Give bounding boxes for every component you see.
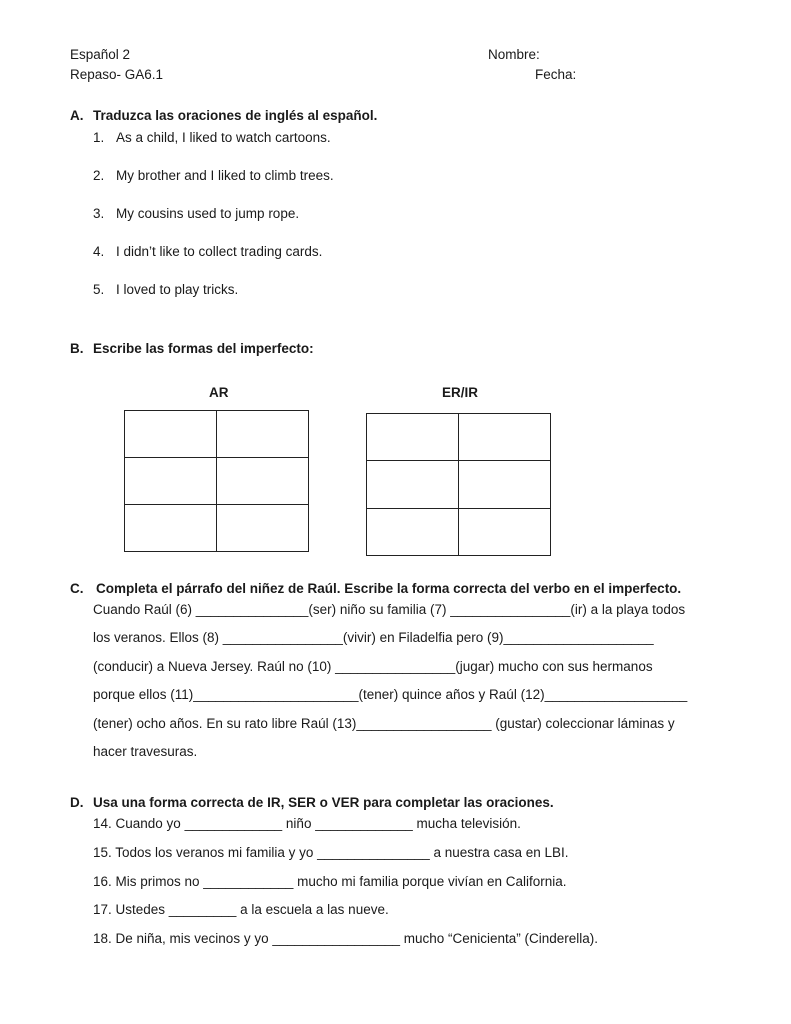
ar-conjugation-grid bbox=[124, 410, 309, 552]
section-c-title: Completa el párrafo del niñez de Raúl. Escribe la forma correcta del verbo en el imperfecto. bbox=[96, 581, 682, 596]
section-a-item-num: 5. bbox=[93, 282, 105, 297]
grid-cell[interactable] bbox=[125, 458, 217, 505]
section-d-item: 17. Ustedes _________ a la escuela a las nueve. bbox=[93, 902, 389, 917]
erir-label: ER/IR bbox=[442, 385, 479, 400]
section-a-item-text: I loved to play tricks. bbox=[116, 282, 239, 297]
paragraph-line: los veranos. Ellos (8) ________________(vivir) en Filadelfia pero (9)____________________ bbox=[93, 630, 654, 645]
grid-cell[interactable] bbox=[217, 505, 309, 552]
date-label: Fecha: bbox=[535, 67, 577, 82]
section-a-item-text: I didn’t like to collect trading cards. bbox=[116, 244, 323, 259]
paragraph-line: porque ellos (11)______________________(tener) quince años y Raúl (12)___________________ bbox=[93, 687, 688, 702]
section-d-item: 18. De niña, mis vecinos y yo _________________ mucho “Cenicienta” (Cinderella). bbox=[93, 931, 599, 946]
section-a-item-num: 4. bbox=[93, 244, 105, 259]
review-label: Repaso- GA6.1 bbox=[70, 67, 164, 82]
grid-cell[interactable] bbox=[125, 411, 217, 458]
section-a-item-num: 1. bbox=[93, 130, 105, 145]
section-a-letter: A. bbox=[70, 108, 84, 123]
section-a-item-num: 3. bbox=[93, 206, 105, 221]
course-label: Español 2 bbox=[70, 47, 131, 62]
grid-cell[interactable] bbox=[217, 458, 309, 505]
section-b-letter: B. bbox=[70, 341, 84, 356]
section-b-title: Escribe las formas del imperfecto: bbox=[93, 341, 314, 356]
ar-label: AR bbox=[209, 385, 229, 400]
section-d-title: Usa una forma correcta de IR, SER o VER para completar las oraciones. bbox=[93, 795, 554, 810]
grid-cell[interactable] bbox=[459, 461, 551, 508]
grid-cell[interactable] bbox=[125, 505, 217, 552]
section-a-item-text: My cousins used to jump rope. bbox=[116, 206, 300, 221]
section-d-item: 14. Cuando yo _____________ niño _____________ mucha televisión. bbox=[93, 816, 521, 831]
section-c-letter: C. bbox=[70, 581, 84, 596]
paragraph-line: hacer travesuras. bbox=[93, 744, 198, 759]
paragraph-line: (tener) ocho años. En su rato libre Raúl (13)__________________ (gustar) coleccionar láminas y bbox=[93, 716, 675, 731]
name-label: Nombre: bbox=[488, 47, 540, 62]
grid-cell[interactable] bbox=[367, 461, 459, 508]
section-a-title: Traduzca las oraciones de inglés al español. bbox=[93, 108, 378, 123]
section-a-item-text: As a child, I liked to watch cartoons. bbox=[116, 130, 331, 145]
grid-cell[interactable] bbox=[459, 414, 551, 461]
grid-cell[interactable] bbox=[459, 508, 551, 555]
grid-cell[interactable] bbox=[217, 411, 309, 458]
grid-cell[interactable] bbox=[367, 508, 459, 555]
section-a-item-num: 2. bbox=[93, 168, 105, 183]
section-d-letter: D. bbox=[70, 795, 84, 810]
section-d-item: 16. Mis primos no ____________ mucho mi familia porque vivían en California. bbox=[93, 874, 567, 889]
section-d-item: 15. Todos los veranos mi familia y yo _______________ a nuestra casa en LBI. bbox=[93, 845, 569, 860]
erir-conjugation-grid bbox=[366, 413, 551, 556]
section-a-item-text: My brother and I liked to climb trees. bbox=[116, 168, 334, 183]
paragraph-line: (conducir) a Nueva Jersey. Raúl no (10) ________________(jugar) mucho con sus hermanos bbox=[93, 659, 653, 674]
paragraph-line: Cuando Raúl (6) _______________(ser) niño su familia (7) ________________(ir) a la playa todos bbox=[93, 602, 686, 617]
grid-cell[interactable] bbox=[367, 414, 459, 461]
